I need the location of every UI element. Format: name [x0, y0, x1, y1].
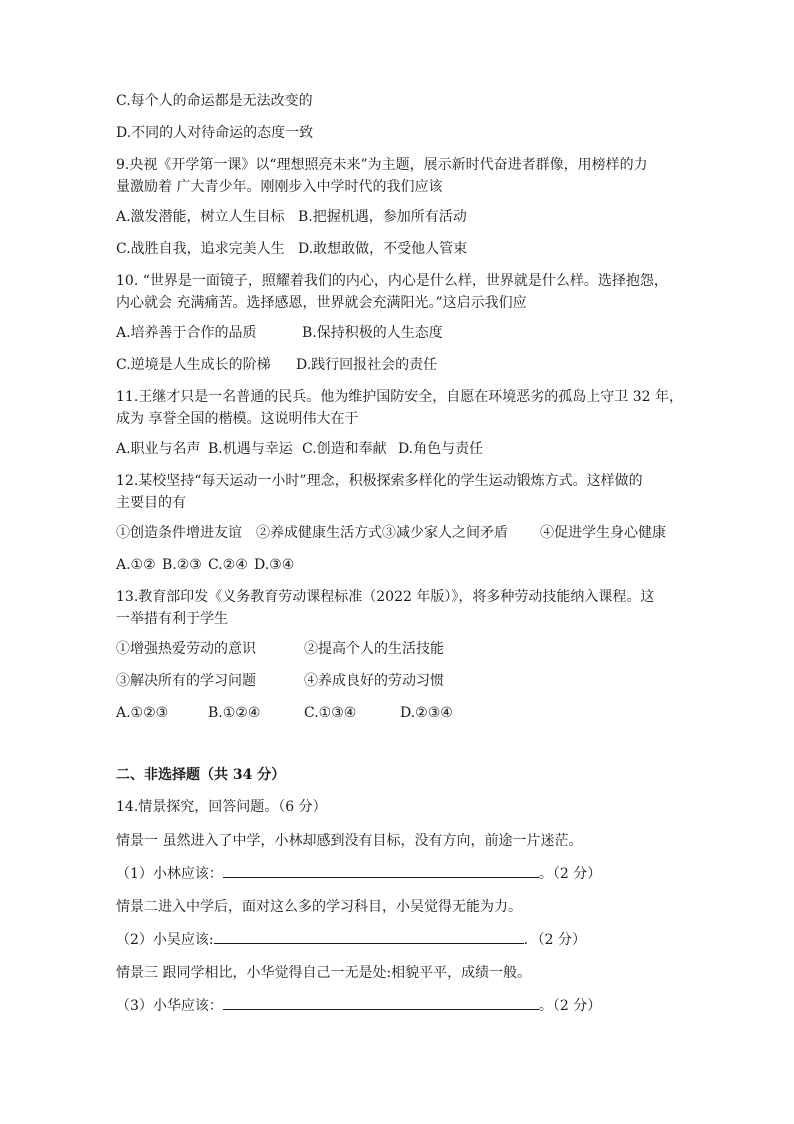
- q14-answer3-label: （3）小华应该：: [116, 998, 223, 1014]
- q12-stem-line1: 12.某校坚持“每天运动一小时”理念，积极探索多样化的学生运动锻炼方式。这样做的: [116, 473, 643, 489]
- q14-scene3: 情景三 跟同学相比，小华觉得自己一无是处:相貌平平，成绩一般。: [116, 965, 532, 981]
- q13-option-a: A.①②③: [116, 705, 169, 721]
- q12-option-c: C.②④: [208, 557, 248, 573]
- q9-option-a: A.激发潜能，树立人生目标: [116, 209, 285, 225]
- q13-option-b: B.①②④: [208, 705, 261, 721]
- q12-item-1: ①创造条件增进友谊: [116, 525, 242, 541]
- q12-item-2: ②养成健康生活方式③减少家人之间矛盾: [256, 525, 508, 541]
- q10-option-c: C.逆境是人生成长的阶梯: [116, 357, 271, 373]
- q14-answer1-score: 。（2 分）: [538, 866, 602, 882]
- q14-stem: 14.情景探究，回答问题。（6 分）: [116, 799, 327, 815]
- q14-answer1-row: [116, 864, 601, 883]
- q13-stem-line1: 13.教育部印发《义务教育劳动课程标准（2022 年版）》，将多种劳动技能纳入课程。这: [116, 589, 655, 605]
- q9-option-d: D.敢想敢做，不受他人管束: [298, 241, 468, 257]
- q9-stem-line1: 9.央视《开学第一课》以“理想照亮未来”为主题，展示新时代奋进者群像，用榜样的力: [116, 157, 648, 173]
- q11-stem-line1: 11.王继才只是一名普通的民兵。他为维护国防安全，自愿在环境恶劣的孤岛上守卫 32 年，: [116, 389, 683, 405]
- q12-item-4: ④促进学生身心健康: [540, 525, 666, 541]
- q14-scene1: 情景一 虽然进入了中学，小林却感到没有目标，没有方向，前途一片迷茫。: [116, 833, 583, 849]
- q13-item-4: ④养成良好的劳动习惯: [304, 673, 444, 689]
- q14-answer3-score: 。（2 分）: [538, 998, 602, 1014]
- q10-option-b: B.保持积极的人生态度: [302, 325, 443, 341]
- q14-answer3-blank[interactable]: [223, 996, 539, 1010]
- q12-option-d: D.③④: [254, 557, 295, 573]
- q13-option-d: D.②③④: [400, 705, 453, 721]
- q11-option-b: B.机遇与幸运: [208, 441, 293, 457]
- q12-option-b: B.②③: [162, 557, 202, 573]
- q9-stem-line2: 量激励着 广大青少年。刚刚步入中学时代的我们应该: [116, 179, 443, 195]
- q10-stem-line2: 内心就会 充满痛苦。选择感恩，世界就会充满阳光。”这启示我们应: [116, 295, 527, 311]
- q14-scene2: 情景二进入中学后，面对这么多的学习科目，小吴觉得无能为力。: [116, 899, 522, 915]
- q9-option-b: B.把握机遇，参加所有活动: [298, 209, 467, 225]
- q10-stem-line1: 10. “世界是一面镜子，照耀着我们的内心，内心是什么样，世界就是什么样。选择抱怨，: [116, 273, 668, 289]
- q14-answer2-label: （2）小吴应该:: [116, 932, 214, 948]
- q10-option-d: D.践行回报社会的责任: [296, 357, 438, 373]
- q8-option-c: C.每个人的命运都是无法改变的: [116, 93, 313, 109]
- q9-option-c: C.战胜自我，追求完美人生: [116, 241, 285, 257]
- q8-option-d: D.不同的人对待命运的态度一致: [116, 125, 314, 141]
- q13-item-1: ①增强热爱劳动的意识: [116, 641, 256, 657]
- q11-option-a: A.职业与名声: [116, 441, 201, 457]
- q11-option-c: C.创造和奉献: [302, 441, 387, 457]
- q14-answer2-row: [116, 930, 586, 949]
- q14-answer3-row: [116, 996, 601, 1015]
- q12-stem-line2: 主要目的有: [116, 495, 186, 511]
- q13-stem-line2: 一举措有利于学生: [116, 611, 228, 627]
- q13-option-c: C.①③④: [304, 705, 357, 721]
- q11-stem-line2: 成为 享誉全国的楷模。这说明伟大在于: [116, 411, 359, 427]
- q14-answer1-label: （1）小林应该：: [116, 866, 223, 882]
- q10-option-a: A.培养善于合作的品质: [116, 325, 257, 341]
- q14-answer2-score: ．（2 分）: [523, 932, 586, 948]
- section-heading: 二、非选择题（共 34 分）: [116, 767, 286, 783]
- q14-answer2-blank[interactable]: [214, 930, 524, 944]
- q13-item-2: ②提高个人的生活技能: [304, 641, 444, 657]
- q12-option-a: A.①②: [116, 557, 156, 573]
- q14-answer1-blank[interactable]: [223, 864, 539, 878]
- q13-item-3: ③解决所有的学习问题: [116, 673, 256, 689]
- q11-option-d: D.角色与责任: [398, 441, 484, 457]
